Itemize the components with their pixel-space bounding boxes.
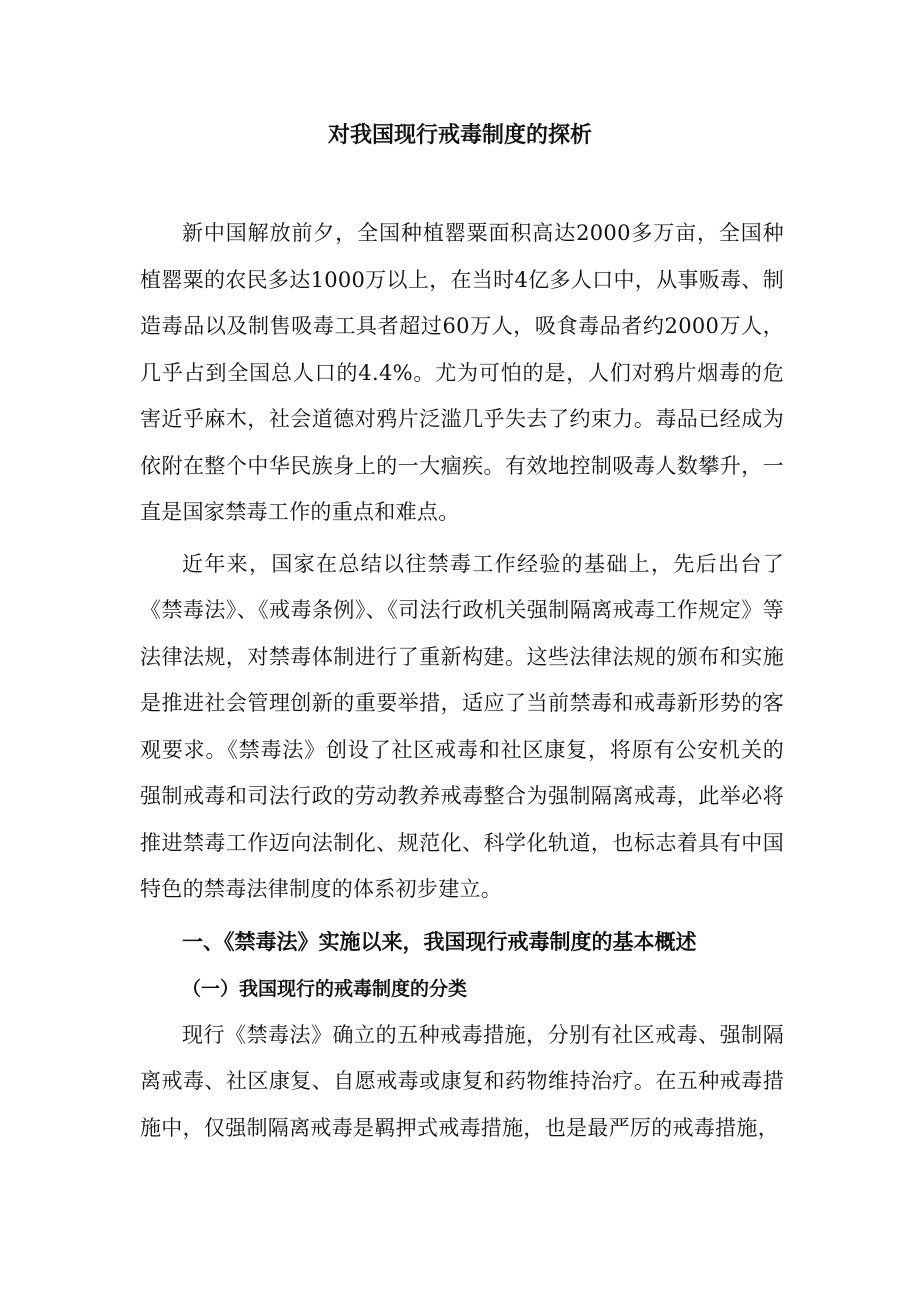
paragraph-legislation: 近年来，国家在总结以往禁毒工作经验的基础上，先后出台了《禁毒法》、《戒毒条例》、《司法行政机关强制隔离戒毒工作规定》等法律法规，对禁毒体制进行了重新构建。这些法律法规的颁布和实施是推进社会管理创新的重要举措，适应了当前禁毒和戒毒新形势的客观要求。《禁毒法》创设了社区戒毒和社区康复，将原有公安机关的强制戒毒和司法行政的劳动教养戒毒整合为强制隔离戒毒，此举必将推进禁毒工作迈向法制化、规范化、科学化轨道，也标志着具有中国特色的禁毒法律制度的体系初步建立。 bbox=[140, 551, 784, 901]
paragraph-measures: 现行《禁毒法》确立的五种戒毒措施，分别有社区戒毒、强制隔离戒毒、社区康复、自愿戒毒或康复和药物维持治疗。在五种戒毒措施中，仅强制隔离戒毒是羁押式戒毒措施，也是最严厉的戒毒措施， bbox=[140, 1022, 784, 1140]
document-body bbox=[140, 210, 784, 1156]
subsection-heading: （一）我国现行的戒毒制度的分类 bbox=[182, 977, 468, 1000]
paragraph-history: 新中国解放前夕，全国种植罂粟面积高达2000多万亩，全国种植罂粟的农民多达1000万以上，在当时4亿多人口中，从事贩毒、制造毒品以及制售吸毒工具者超过60万人，吸食毒品者约2000万人，几乎占到全国总人口的4.4%。尤为可怕的是，人们对鸦片烟毒的危害近乎麻木，社会道德对鸦片泛滥几乎失去了约束力。毒品已经成为依附在整个中华民族身上的一大痼疾。有效地控制吸毒人数攀升，一直是国家禁毒工作的重点和难点。 bbox=[140, 221, 784, 524]
document-title: 对我国现行戒毒制度的探析 bbox=[327, 123, 592, 148]
section-heading: 一、《禁毒法》实施以来，我国现行戒毒制度的基本概述 bbox=[182, 929, 697, 954]
